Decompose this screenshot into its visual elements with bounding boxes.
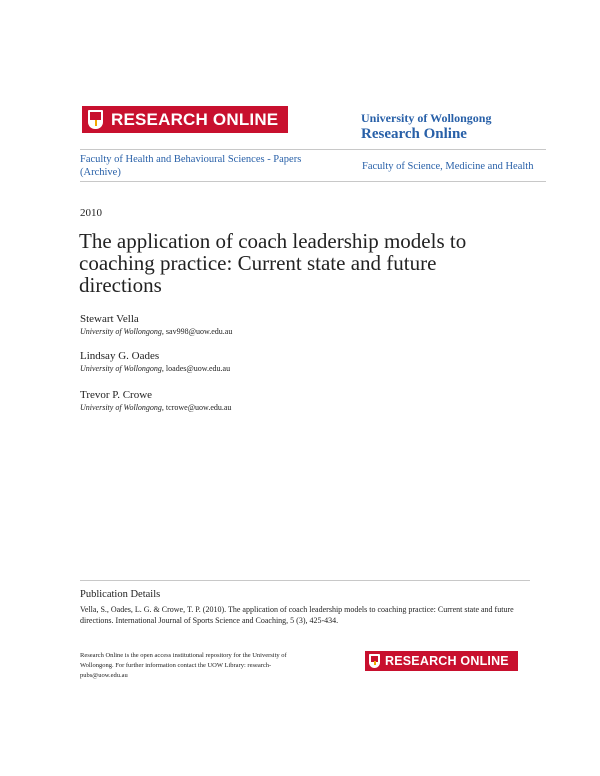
publication-citation: Vella, S., Oades, L. G. & Crowe, T. P. (2010). The application of coach leadership models to coaching practice: Current state and future directions. International Journal of Sports Science and Coaching, 5 (3), 425-434. [80,605,514,625]
author-affiliation: University of Wollongong, tcrowe@uow.edu.au [80,403,232,412]
author-institution: University of Wollongong [80,327,162,336]
author-affiliation: University of Wollongong, sav998@uow.edu.au [80,327,233,336]
divider-publication [80,580,530,581]
collection-link-right[interactable]: Faculty of Science, Medicine and Health [362,161,534,172]
divider-bottom [80,181,546,182]
institution-name[interactable]: University of Wollongong [361,111,492,125]
uow-shield-icon [369,654,380,668]
logo-text: RESEARCH ONLINE [111,109,279,129]
author-name: Trevor P. Crowe [80,389,153,401]
publication-details-heading: Publication Details [80,589,161,600]
author-email[interactable]: sav998@uow.edu.au [165,327,233,336]
logo-text: RESEARCH ONLINE [385,654,509,668]
collection-link-left[interactable]: Faculty of Health and Behavioural Sciences - Papers (Archive) [80,154,302,178]
research-online-logo[interactable] [82,106,288,133]
author-email[interactable]: tcrowe@uow.edu.au [165,403,232,412]
divider-top [80,149,546,150]
research-online-footer-logo[interactable] [365,651,518,671]
paper-title: The application of coach leadership models to coaching practice: Current state and future directions [79,229,467,297]
author-name: Stewart Vella [80,313,139,325]
author-name: Lindsay G. Oades [80,350,160,362]
uow-shield-icon [88,110,103,129]
repository-name[interactable]: Research Online [361,126,467,142]
repository-header [361,111,491,143]
repository-footer-note: Research Online is the open access institutional repository for the University of Wollongong. For further information contact the UOW Library: research-pubs@uow.edu.au [80,652,287,679]
author-affiliation: University of Wollongong, loades@uow.edu.au [80,364,231,373]
author-email[interactable]: loades@uow.edu.au [165,364,231,373]
publication-year: 2010 [80,207,102,219]
author-institution: University of Wollongong [80,403,162,412]
author-institution: University of Wollongong [80,364,162,373]
